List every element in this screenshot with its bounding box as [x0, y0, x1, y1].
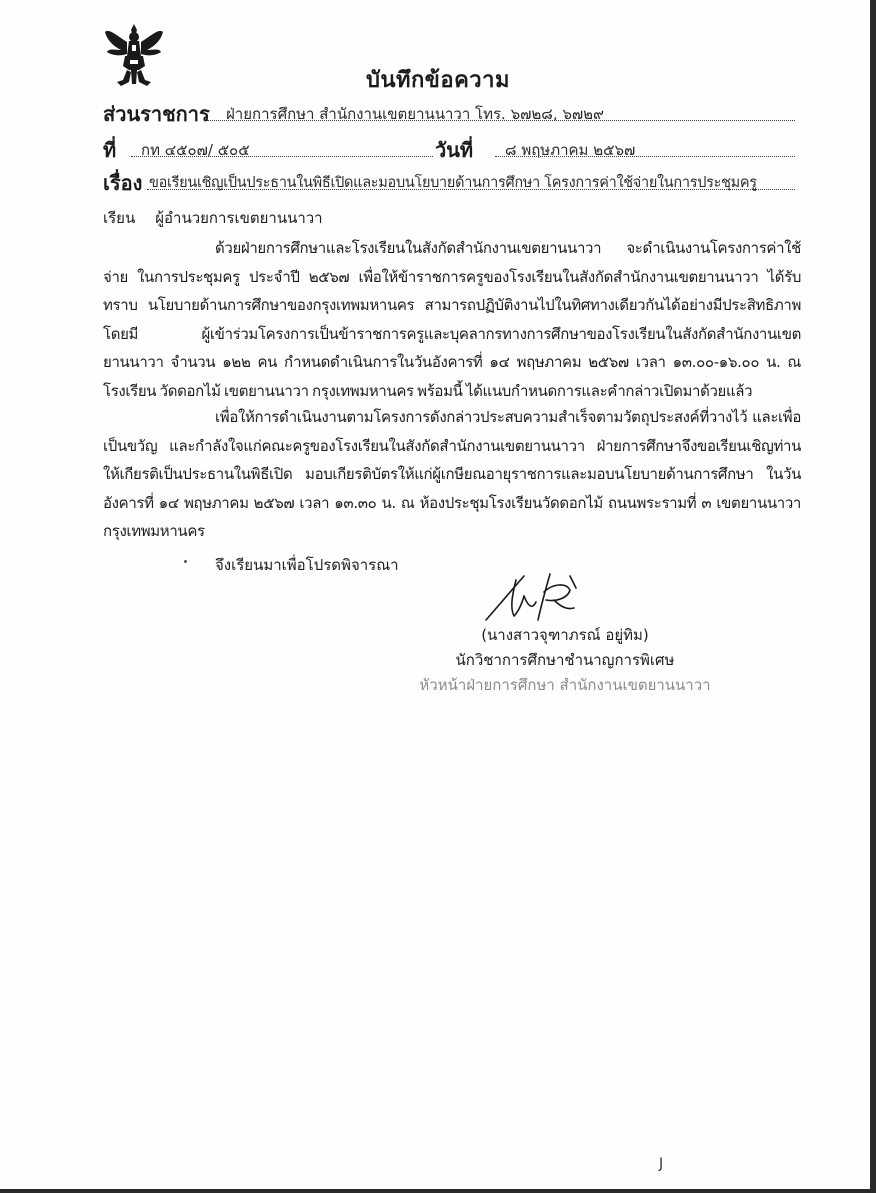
- salutation-recipient: ผู้อำนวยการเขตยานนาวา: [155, 209, 323, 227]
- signature-block: [395, 623, 735, 698]
- scan-edge-bottom: [0, 1189, 876, 1193]
- agency-label: ส่วนราชการ: [103, 102, 210, 126]
- ref-value: กท ๔๕๐๗/ ๕๐๕: [141, 141, 250, 159]
- agency-value: ฝ่ายการศึกษา สำนักงานเขตยานนาวา โทร. ๖๗๒๘, ๖๗๒๙: [226, 105, 605, 123]
- subject-value: ขอเรียนเชิญเป็นประธานในพิธีเปิดและมอบนโยบายด้านการศึกษา โครงการค่าใช้จ่ายในการประชุมครู: [149, 175, 757, 191]
- ref-label: ที่: [103, 138, 117, 162]
- closing-line: จึงเรียนมาเพื่อโปรดพิจารณา: [215, 556, 399, 574]
- signer-name: (นางสาวจุฑาภรณ์ อยู่ทิม): [481, 626, 649, 644]
- date-value: ๘ พฤษภาคม ๒๕๖๗: [505, 141, 636, 159]
- subject-label: เรื่อง: [103, 171, 143, 195]
- subject-row: [103, 167, 795, 193]
- date-label: วันที่: [435, 138, 474, 162]
- salutation: [103, 206, 323, 230]
- body-paragraph-1: ด้วยฝ่ายการศึกษาและโรงเรียนในสังกัดสำนักงานเขตยานนาวา จะดำเนินงานโครงการค่าใช้จ่าย ในการประชุมครู ประจำปี ๒๕๖๗ เพื่อให้ข้าราชการครูของโรงเรียนในสังกัดสำนักงานเขตยานนาวา ได้รับทราบ นโยบายด้านการศึกษาของกรุงเทพมหานคร สามารถปฏิบัติงานไปในทิศทางเดียวกันได้อย่างมีประสิทธิภาพ โดยมี ผู้เข้าร่วมโครงการเป็นข้าราชการครูและบุคลากรทางการศึกษาของโรงเรียนในสังกัดสำนักงานเขตยานนาวา จำนวน ๑๒๒ คน กำหนดดำเนินการในวันอังคารที่ ๑๔ พฤษภาคม ๒๕๖๗ เวลา ๑๓.๐๐-๑๖.๐๐ น. ณ โรงเรียน วัดดอกไม้ เขตยานนาวา กรุงเทพมหานคร พร้อมนี้ ได้แนบกำหนดการและคำกล่าวเปิดมาด้วยแล้ว: [103, 239, 801, 400]
- footer-mark: J: [659, 1156, 664, 1172]
- ref-date-row: [103, 134, 795, 160]
- agency-row: [103, 98, 795, 124]
- scan-edge-right: [870, 0, 876, 1193]
- handwritten-signature: [480, 566, 590, 626]
- signer-position: นักวิชาการศึกษาชำนาญการพิเศษ: [455, 651, 675, 669]
- memo-title: บันทึกข้อความ: [365, 68, 510, 93]
- signer-department: หัวหน้าฝ่ายการศึกษา สำนักงานเขตยานนาวา: [419, 676, 711, 694]
- salutation-word: เรียน: [103, 209, 136, 227]
- body-paragraph-2: เพื่อให้การดำเนินงานตามโครงการดังกล่าวประสบความสำเร็จตามวัตถุประสงค์ที่วางไว้ และเพื่อ เป็นขวัญ และกำลังใจแก่คณะครูของโรงเรียนในสังกัดสำนักงานเขตยานนาวา ฝ่ายการศึกษาจึงขอเรียนเชิญท่าน ให้เกียรติเป็นประธานในพิธีเปิด มอบเกียรติบัตรให้แก่ผู้เกษียณอายุราชการและมอบนโยบายด้านการศึกษา ในวัน อังคารที่ ๑๔ พฤษภาคม ๒๕๖๗ เวลา ๑๓.๓๐ น. ณ ห้องประชุมโรงเรียนวัดดอกไม้ ถนนพระรามที่ ๓ เขตยานนาวา กรุงเทพมหานคร: [103, 408, 801, 540]
- stray-dot: [184, 560, 187, 563]
